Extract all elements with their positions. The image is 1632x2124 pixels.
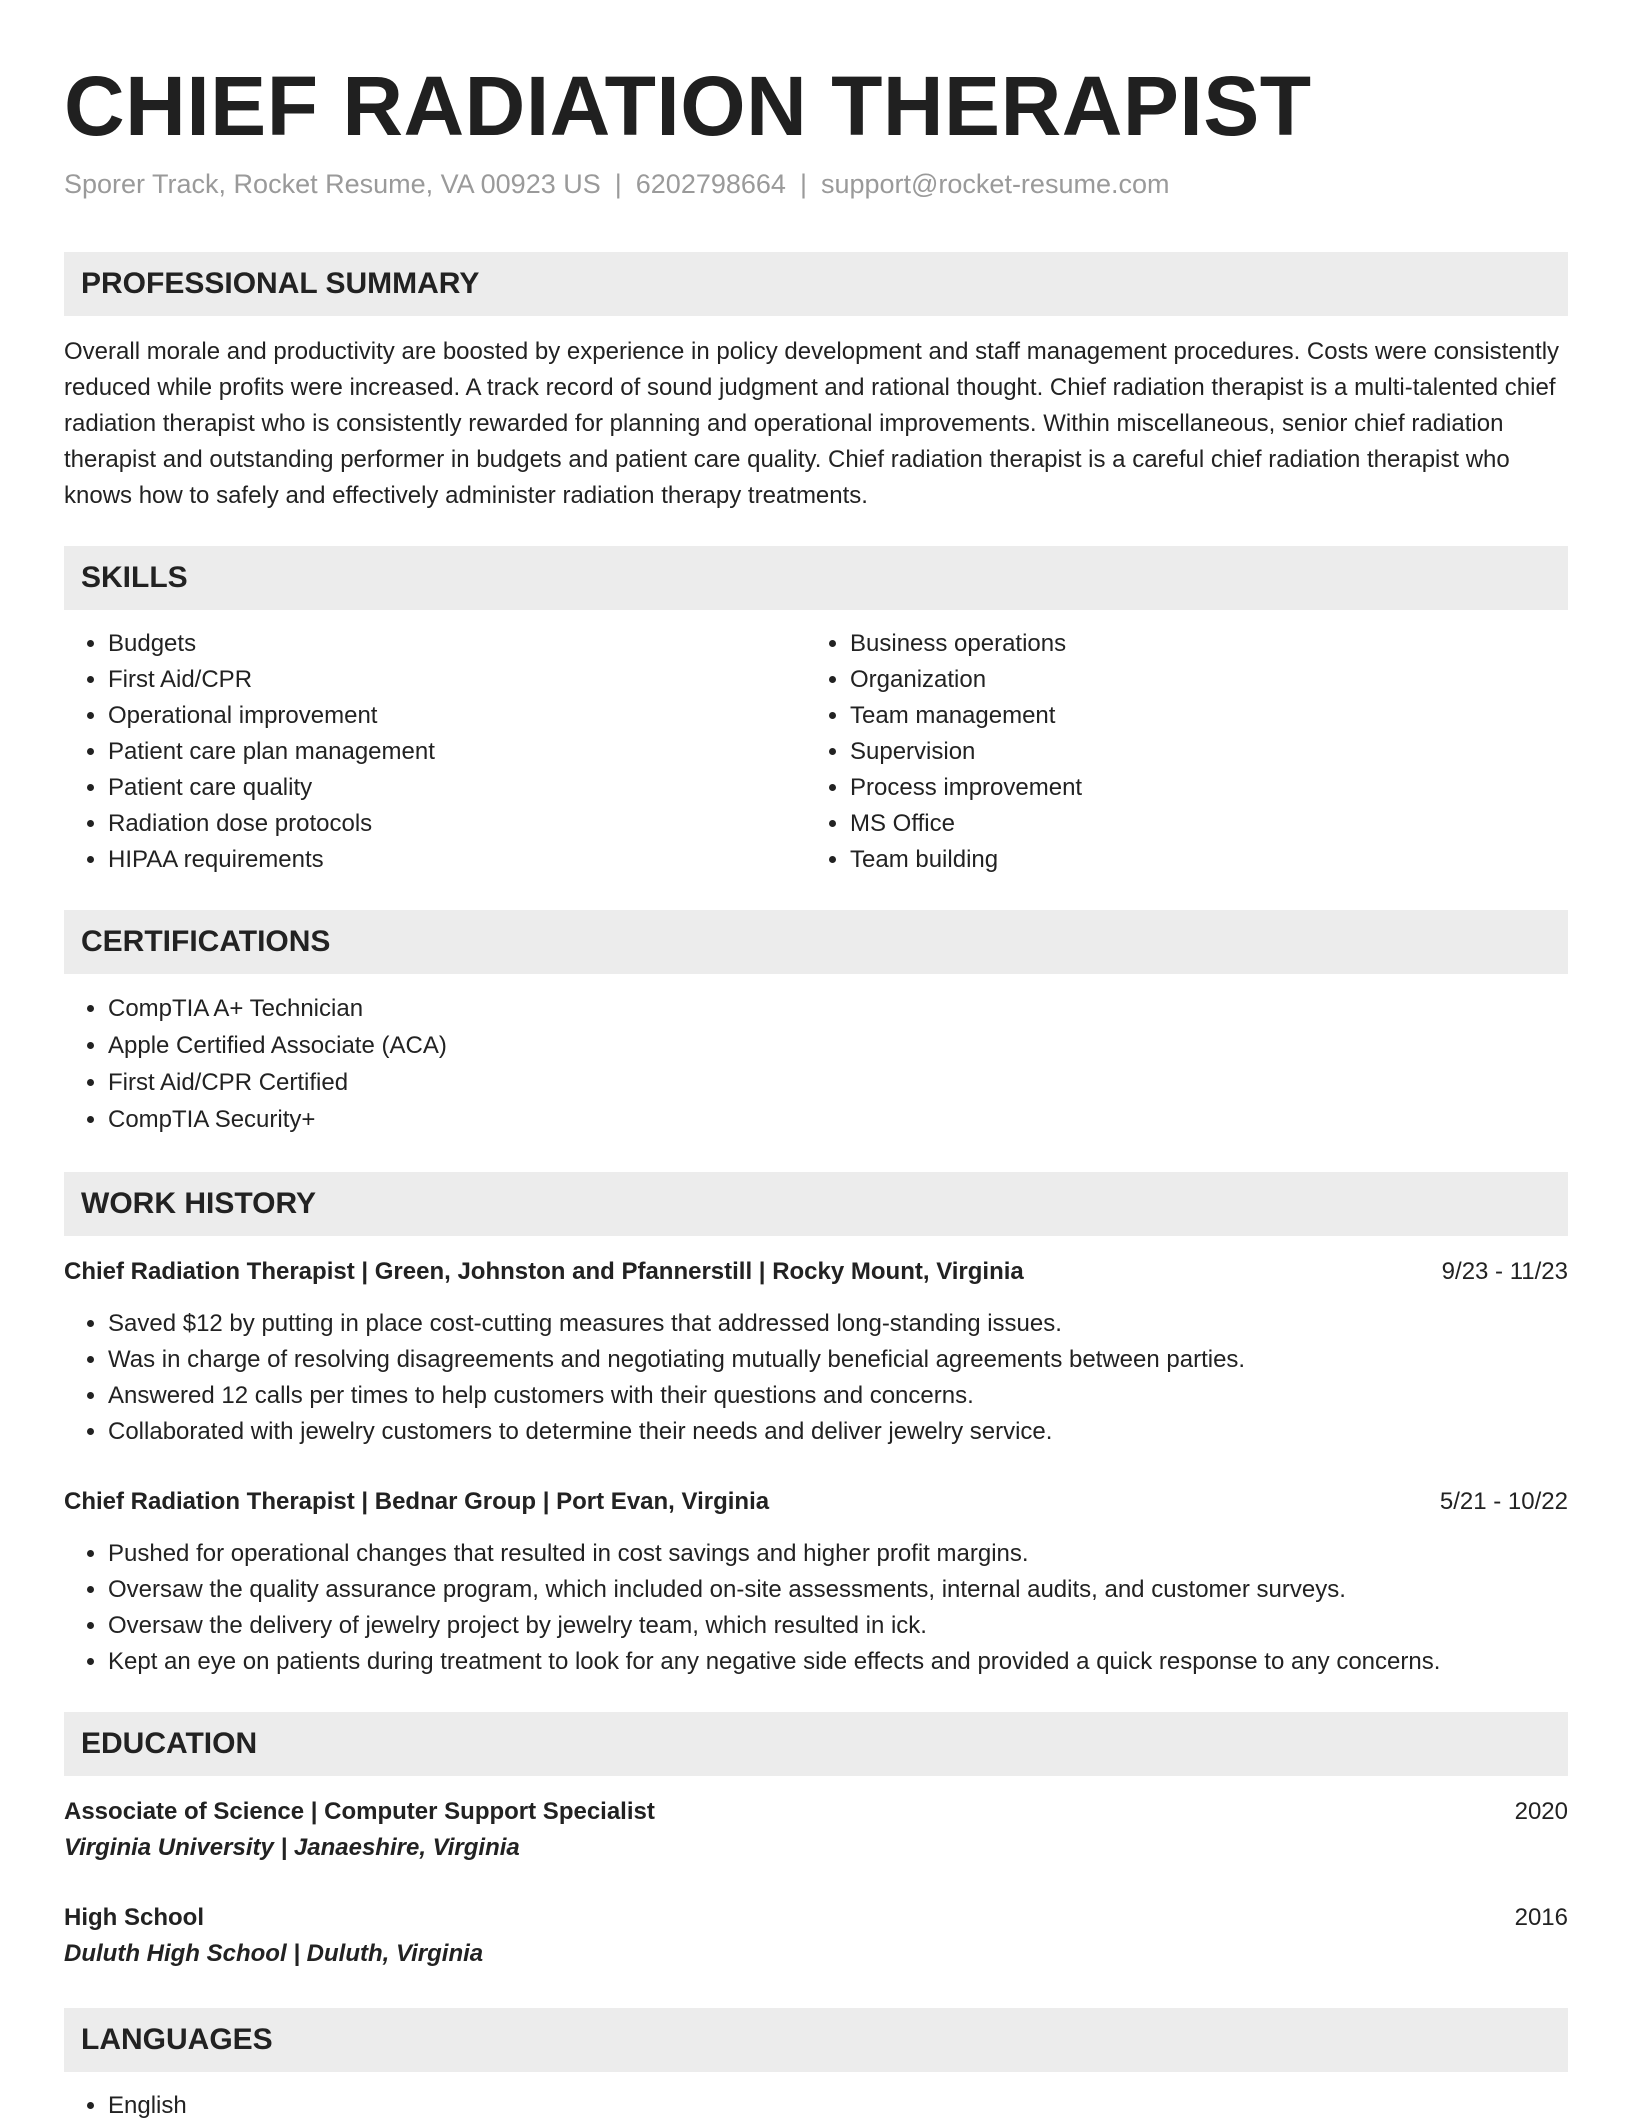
- education-header: [64, 1794, 1568, 1830]
- skill-item: • Business operations: [850, 626, 1548, 662]
- job-bullet: • Saved $12 by putting in place cost-cutting measures that addressed long-standing issues.: [108, 1306, 1568, 1342]
- skill-item: • Patient care quality: [108, 770, 806, 806]
- job-entry: [64, 1484, 1568, 1680]
- job-bullet: • Pushed for operational changes that resulted in cost savings and higher profit margins.: [108, 1536, 1568, 1572]
- job-dates: 5/21 - 10/22: [1439, 1488, 1568, 1515]
- education-degree: High School: [64, 1904, 204, 1931]
- skill-item: • HIPAA requirements: [108, 842, 806, 878]
- job-dates: 9/23 - 11/23: [1441, 1258, 1568, 1285]
- job-bullet: • Kept an eye on patients during treatment to look for any negative side effects and provided a quick response to any concerns.: [108, 1644, 1568, 1680]
- work-section: [64, 1172, 1568, 1680]
- skills-column-right: [806, 626, 1548, 878]
- education-year: 2020: [1514, 1798, 1568, 1825]
- contact-separator: |: [799, 169, 807, 199]
- contact-address: Sporer Track, Rocket Resume, VA 00923 US: [64, 169, 601, 199]
- job-bullet: • Collaborated with jewelry customers to determine their needs and deliver jewelry service.: [108, 1414, 1568, 1450]
- skill-item: • First Aid/CPR: [108, 662, 806, 698]
- certification-item: • CompTIA A+ Technician: [108, 990, 1568, 1027]
- contact-separator: |: [614, 169, 622, 199]
- job-header: [64, 1484, 1568, 1520]
- skill-item: • Organization: [850, 662, 1548, 698]
- contact-line: [64, 166, 1568, 202]
- certification-item: • CompTIA Security+: [108, 1101, 1568, 1138]
- skill-item: • Process improvement: [850, 770, 1548, 806]
- education-heading: EDUCATION: [64, 1712, 1568, 1776]
- education-header: [64, 1900, 1568, 1936]
- job-title: Chief Radiation Therapist | Green, Johnston and Pfannerstill | Rocky Mount, Virginia: [64, 1258, 1024, 1285]
- summary-heading: PROFESSIONAL SUMMARY: [64, 252, 1568, 316]
- languages-section: [64, 2008, 1568, 2124]
- skills-column-left: [64, 626, 806, 878]
- summary-text: Overall morale and productivity are boosted by experience in policy development and staff management procedures. Costs were consistently reduced while profits were increased. A track record of sound judgment and rational thought. Chief radiation therapist is a multi-talented chief radiation therapist who is consistently rewarded for planning and operational improvements. Within miscellaneous, senior chief radiation therapist and outstanding performer in budgets and patient care quality. Chief radiation therapist is a careful chief radiation therapist who knows how to safely and effectively administer radiation therapy treatments.: [64, 338, 1560, 509]
- certifications-section: [64, 910, 1568, 1138]
- education-degree: Associate of Science | Computer Support Specialist: [64, 1798, 655, 1825]
- education-school: Duluth High School | Duluth, Virginia: [64, 1940, 484, 1967]
- work-heading: WORK HISTORY: [64, 1172, 1568, 1236]
- job-bullet: • Oversaw the quality assurance program, which included on-site assessments, internal audits, and customer surveys.: [108, 1572, 1568, 1608]
- certification-item: • Apple Certified Associate (ACA): [108, 1027, 1568, 1064]
- job-header: [64, 1254, 1568, 1290]
- certification-item: • First Aid/CPR Certified: [108, 1064, 1568, 1101]
- skill-item: • Team management: [850, 698, 1548, 734]
- language-item: • English: [108, 2088, 1568, 2124]
- candidate-name: CHIEF RADIATION THERAPIST: [64, 59, 1312, 153]
- languages-heading: LANGUAGES: [64, 2008, 1568, 2072]
- job-title: Chief Radiation Therapist | Bednar Group | Port Evan, Virginia: [64, 1488, 770, 1515]
- skill-item: • MS Office: [850, 806, 1548, 842]
- skill-item: • Budgets: [108, 626, 806, 662]
- summary-section: [64, 252, 1568, 514]
- skill-item: • Supervision: [850, 734, 1548, 770]
- education-year: 2016: [1514, 1904, 1568, 1931]
- contact-email: support@rocket-resume.com: [820, 169, 1170, 199]
- contact-phone: 6202798664: [635, 169, 786, 199]
- skills-heading: SKILLS: [64, 546, 1568, 610]
- skill-item: • Team building: [850, 842, 1548, 878]
- job-bullet: • Oversaw the delivery of jewelry project by jewelry team, which resulted in ick.: [108, 1608, 1568, 1644]
- certifications-heading: CERTIFICATIONS: [64, 910, 1568, 974]
- job-entry: [64, 1254, 1568, 1450]
- job-bullet: • Was in charge of resolving disagreements and negotiating mutually beneficial agreements between parties.: [108, 1342, 1568, 1378]
- education-school: Virginia University | Janaeshire, Virginia: [64, 1834, 520, 1861]
- job-bullet: • Answered 12 calls per times to help customers with their questions and concerns.: [108, 1378, 1568, 1414]
- skill-item: • Patient care plan management: [108, 734, 806, 770]
- skill-item: • Operational improvement: [108, 698, 806, 734]
- skill-item: • Radiation dose protocols: [108, 806, 806, 842]
- education-entry: [64, 1900, 1568, 1972]
- education-section: [64, 1712, 1568, 1972]
- education-entry: [64, 1794, 1568, 1866]
- skills-columns: [64, 626, 1568, 878]
- skills-section: [64, 546, 1568, 878]
